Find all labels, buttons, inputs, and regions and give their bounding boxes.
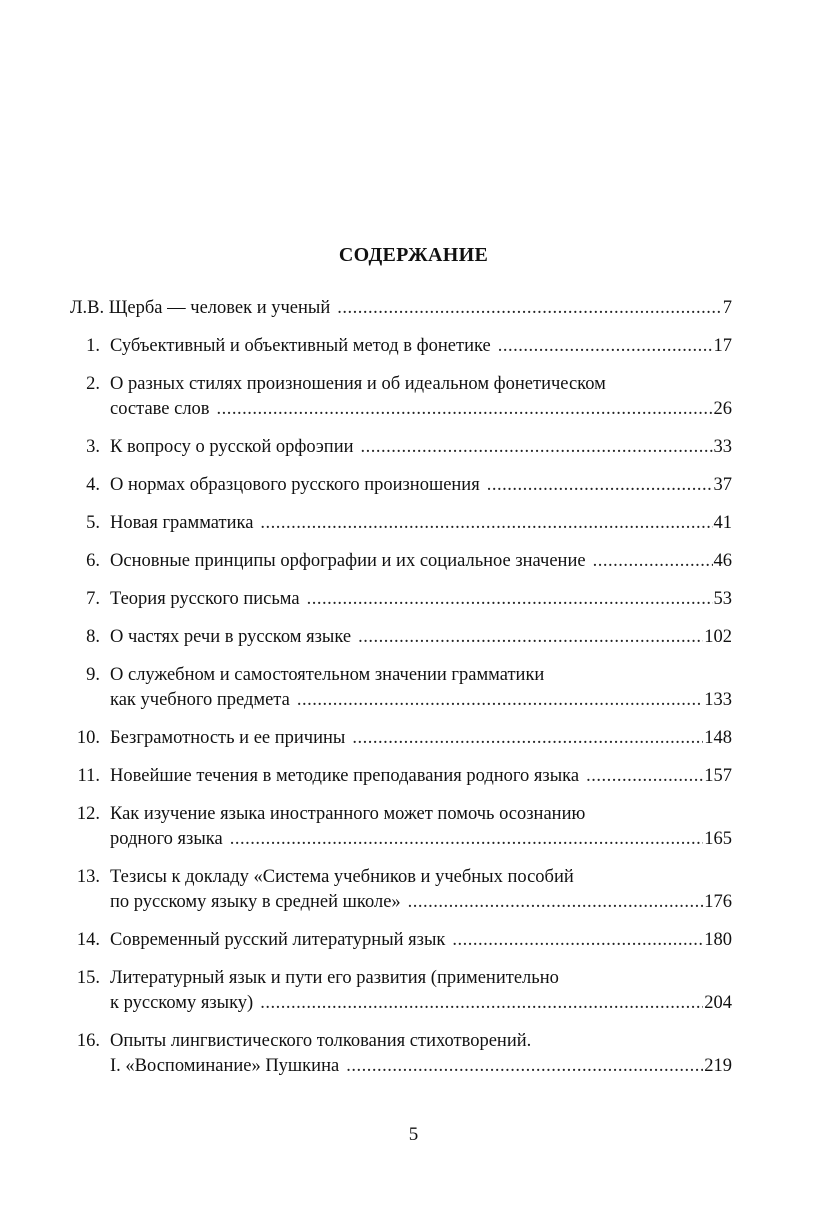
dot-leader bbox=[230, 827, 704, 852]
toc-entry-number: 6. bbox=[86, 551, 100, 571]
toc-entry-title: как учебного предмета bbox=[110, 690, 290, 710]
toc-entry-title: составе слов bbox=[110, 399, 210, 419]
toc-entry bbox=[70, 928, 732, 953]
toc-entry-page: 53 bbox=[713, 589, 732, 609]
dot-leader bbox=[352, 726, 703, 751]
dot-leader bbox=[586, 764, 703, 789]
dot-leader bbox=[297, 688, 703, 713]
toc-entry-title: по русскому языку в средней школе» bbox=[110, 892, 401, 912]
toc-entry bbox=[70, 511, 732, 536]
toc-entry bbox=[70, 625, 732, 650]
dot-leader bbox=[487, 473, 713, 498]
toc-entry-number: 1. bbox=[86, 336, 100, 356]
dot-leader bbox=[337, 296, 722, 321]
toc-entry-title-line: Тезисы к докладу «Система учебников и учебных пособий bbox=[110, 867, 574, 887]
toc-entry-page: 17 bbox=[713, 336, 732, 356]
toc-entry-title: О нормах образцового русского произношения bbox=[110, 475, 480, 495]
toc-entry bbox=[70, 587, 732, 612]
toc-entry-title: Субъективный и объективный метод в фонетике bbox=[110, 336, 491, 356]
toc-entry-title: к русскому языку) bbox=[110, 993, 254, 1013]
toc-entry-page: 41 bbox=[713, 513, 732, 533]
dot-leader bbox=[361, 435, 713, 460]
toc-entry-number: 9. bbox=[86, 665, 100, 685]
toc-entry-page: 148 bbox=[704, 728, 732, 748]
toc-entry-title: Новая грамматика bbox=[110, 513, 254, 533]
toc-entry-page: 180 bbox=[704, 930, 732, 950]
dot-leader bbox=[346, 1054, 703, 1079]
dot-leader bbox=[498, 334, 713, 359]
toc-entry bbox=[70, 865, 732, 915]
toc-entry-title: Л.В. Щерба — человек и ученый bbox=[70, 298, 331, 318]
toc-entry-title-line: Опыты лингвистического толкования стихотворений. bbox=[110, 1031, 532, 1051]
dot-leader bbox=[358, 625, 703, 650]
toc-entry-page: 26 bbox=[713, 399, 732, 419]
toc-entry-title-line: О разных стилях произношения и об идеальном фонетическом bbox=[110, 374, 606, 394]
toc-entry-number: 3. bbox=[86, 437, 100, 457]
toc-entry bbox=[70, 334, 732, 359]
toc-entry bbox=[70, 372, 732, 422]
toc-entry-number: 12. bbox=[76, 804, 100, 824]
toc-entry-number: 15. bbox=[76, 968, 100, 988]
toc-entry bbox=[70, 549, 732, 574]
toc-entry bbox=[70, 764, 732, 789]
toc-entry-page: 102 bbox=[704, 627, 732, 647]
table-of-contents bbox=[70, 296, 732, 1079]
toc-entry-title: Безграмотность и ее причины bbox=[110, 728, 346, 748]
toc-entry-number: 10. bbox=[76, 728, 100, 748]
dot-leader bbox=[408, 890, 704, 915]
toc-entry-page: 33 bbox=[713, 437, 732, 457]
toc-entry-page: 157 bbox=[704, 766, 732, 786]
toc-entry-page: 37 bbox=[713, 475, 732, 495]
toc-entry-page: 46 bbox=[713, 551, 732, 571]
toc-entry-page: 204 bbox=[704, 993, 732, 1013]
toc-entry bbox=[70, 726, 732, 751]
toc-entry-number: 16. bbox=[76, 1031, 100, 1051]
dot-leader bbox=[217, 397, 713, 422]
toc-entry-title: Теория русского письма bbox=[110, 589, 300, 609]
toc-entry-page: 219 bbox=[704, 1056, 732, 1076]
toc-entry-number: 4. bbox=[86, 475, 100, 495]
toc-entry bbox=[70, 966, 732, 1016]
toc-entry-page: 7 bbox=[722, 298, 732, 318]
page-number: 5 bbox=[408, 1124, 419, 1145]
toc-entry-title: Основные принципы орфографии и их социальное значение bbox=[110, 551, 586, 571]
toc-entry bbox=[70, 1029, 732, 1079]
dot-leader bbox=[593, 549, 713, 574]
toc-entry-number: 2. bbox=[86, 374, 100, 394]
toc-entry bbox=[70, 296, 732, 321]
toc-entry-number: 8. bbox=[86, 627, 100, 647]
toc-entry-title: I. «Воспоминание» Пушкина bbox=[110, 1056, 340, 1076]
toc-entry bbox=[70, 473, 732, 498]
toc-entry-number: 11. bbox=[77, 766, 100, 786]
dot-leader bbox=[260, 991, 703, 1016]
toc-entry-number: 13. bbox=[76, 867, 100, 887]
toc-entry-page: 133 bbox=[704, 690, 732, 710]
toc-entry bbox=[70, 802, 732, 852]
toc-entry-page: 165 bbox=[704, 829, 732, 849]
dot-leader bbox=[452, 928, 703, 953]
toc-entry-number: 5. bbox=[86, 513, 100, 533]
toc-entry-title: родного языка bbox=[110, 829, 223, 849]
toc-entry-title: Современный русский литературный язык bbox=[110, 930, 446, 950]
toc-entry-title-line: Как изучение языка иностранного может помочь осознанию bbox=[110, 804, 586, 824]
toc-entry bbox=[70, 663, 732, 713]
toc-entry-title-line: Литературный язык и пути его развития (применительно bbox=[110, 968, 559, 988]
dot-leader bbox=[260, 511, 712, 536]
toc-entry-number: 14. bbox=[76, 930, 100, 950]
toc-entry-title-line: О служебном и самостоятельном значении грамматики bbox=[110, 665, 545, 685]
toc-entry bbox=[70, 435, 732, 460]
toc-entry-title: О частях речи в русском языке bbox=[110, 627, 352, 647]
toc-entry-title: К вопросу о русской орфоэпии bbox=[110, 437, 354, 457]
toc-entry-page: 176 bbox=[704, 892, 732, 912]
toc-entry-title: Новейшие течения в методике преподавания родного языка bbox=[110, 766, 580, 786]
page-title: СОДЕРЖАНИЕ bbox=[338, 244, 489, 266]
toc-entry-number: 7. bbox=[86, 589, 100, 609]
dot-leader bbox=[307, 587, 713, 612]
